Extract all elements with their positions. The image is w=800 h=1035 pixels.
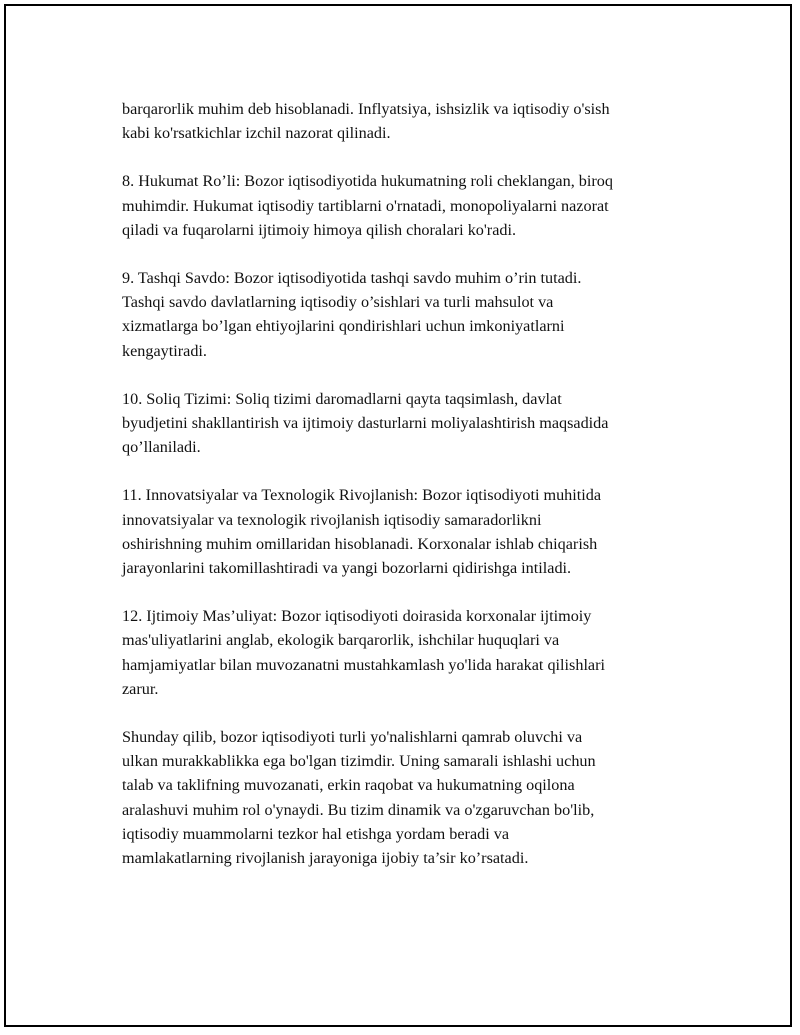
paragraph-tax-system [122, 387, 702, 460]
text-line: barqarorlik muhim deb hisoblanadi. Inflyatsiya, ishsizlik va iqtisodiy o'sish [122, 100, 610, 118]
text-line: innovatsiyalar va texnologik rivojlanish iqtisodiy samaradorlikni [122, 510, 542, 529]
text-line: Shunday qilib, bozor iqtisodiyoti turli yo'nalishlarni qamrab oluvchi va [122, 728, 583, 747]
text-line: talab va taklifning muvozanati, erkin raqobat va hukumatning oqilona [122, 776, 575, 795]
paragraph-government-role [122, 169, 702, 242]
text-line: zarur. [122, 679, 159, 698]
paragraph-social-responsibility [122, 604, 702, 701]
text-line: hamjamiyatlar bilan muvozanatni mustahkamlash yo'lida harakat qilishlari [122, 655, 606, 674]
text-line: aralashuvi muhim rol o'ynaydi. Bu tizim dinamik va o'zgaruvchan bo'lib, [122, 800, 595, 819]
text-line: 12. Ijtimoiy Mas’uliyat: Bozor iqtisodiyoti doirasida korxonalar ijtimoiy [122, 607, 592, 626]
text-line: qo’llaniladi. [122, 438, 201, 457]
text-line: jarayonlarini takomillashtiradi va yangi bozorlarni qidirishga intiladi. [122, 559, 572, 578]
text-line: 9. Tashqi Savdo: Bozor iqtisodiyotida tashqi savdo muhim o’rin tutadi. [122, 269, 582, 288]
text-line: ulkan murakkablikka ega bo'lgan tizimdir. Uning samarali ishlashi uchun [122, 752, 596, 771]
text-line: oshirishning muhim omillaridan hisoblanadi. Korxonalar ishlab chiqarish [122, 534, 598, 553]
text-line: byudjetini shakllantirish va ijtimoiy dasturlarni moliyalashtirish maqsadida [122, 414, 609, 433]
document-body [122, 97, 702, 894]
paragraph-stability-continued [122, 97, 702, 145]
paragraph-conclusion [122, 725, 702, 870]
page-frame [4, 4, 792, 1027]
text-line: kabi ko'rsatkichlar izchil nazorat qilinadi. [122, 124, 391, 143]
text-line: muhimdir. Hukumat iqtisodiy tartiblarni o'rnatadi, monopoliyalarni nazorat [122, 196, 609, 215]
text-line: Tashqi savdo davlatlarning iqtisodiy o’sishlari va turli mahsulot va [122, 293, 554, 312]
text-line: mamlakatlarning rivojlanish jarayoniga ijobiy ta’sir ko’rsatadi. [122, 849, 529, 868]
text-line: 10. Soliq Tizimi: Soliq tizimi daromadlarni qayta taqsimlash, davlat [122, 389, 562, 408]
text-line: iqtisodiy muammolarni tezkor hal etishga yordam beradi va [122, 824, 510, 843]
paragraph-foreign-trade [122, 266, 702, 363]
text-line: 11. Innovatsiyalar va Texnologik Rivojlanish: Bozor iqtisodiyoti muhitida [122, 486, 602, 505]
text-line: 8. Hukumat Ro’li: Bozor iqtisodiyotida hukumatning roli cheklangan, biroq [122, 172, 613, 191]
text-line: kengaytiradi. [122, 341, 207, 360]
paragraph-innovation [122, 483, 702, 580]
text-line: mas'uliyatlarini anglab, ekologik barqarorlik, ishchilar huquqlari va [122, 631, 560, 650]
text-line: xizmatlarga bo’lgan ehtiyojlarini qondirishlari uchun imkoniyatlarni [122, 317, 565, 336]
text-line: qiladi va fuqarolarni ijtimoiy himoya qilish choralari ko'radi. [122, 220, 517, 239]
